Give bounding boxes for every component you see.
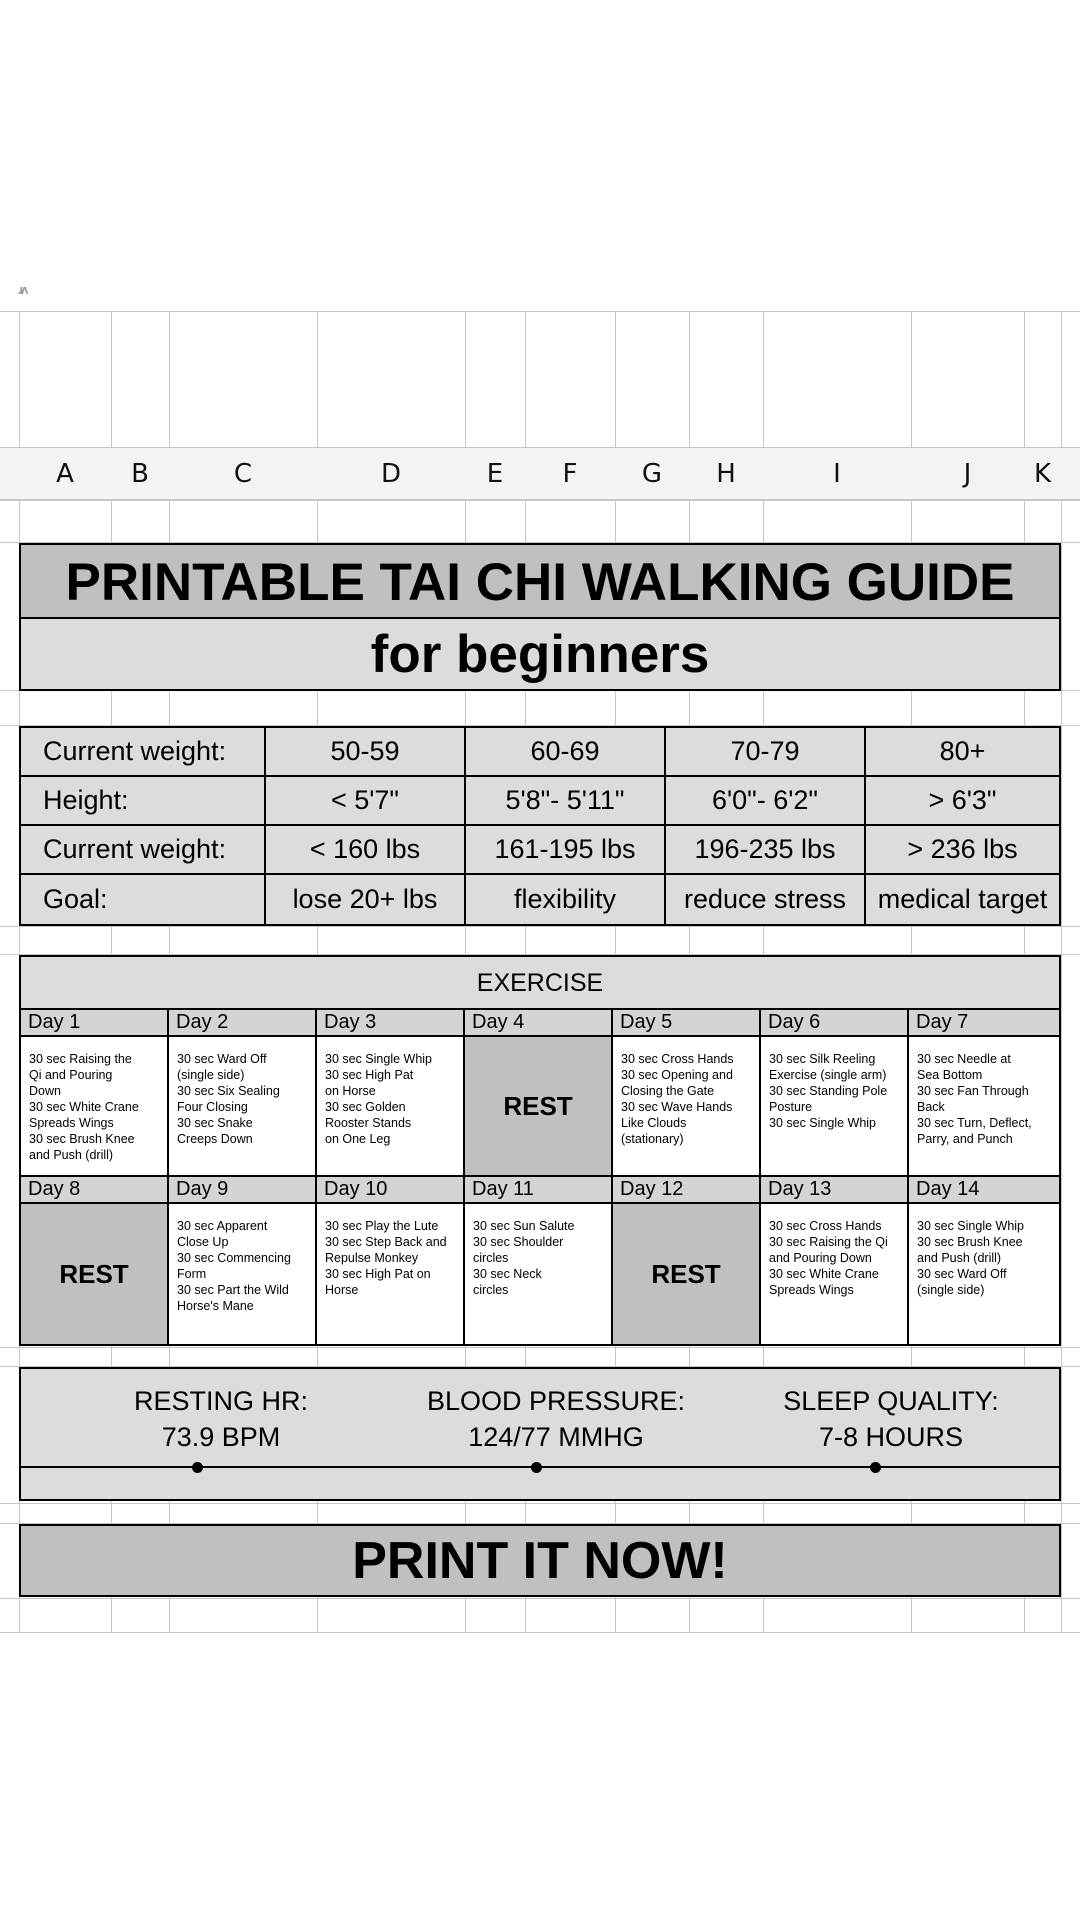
exercise-cell (317, 1037, 465, 1177)
day-header: Day 10 (317, 1177, 465, 1204)
column-header-f[interactable]: F (562, 459, 578, 489)
day-header: Day 4 (465, 1010, 613, 1037)
profile-table (19, 726, 1061, 926)
column-header-i[interactable]: I (833, 459, 841, 489)
profile-cell: 70-79 (666, 728, 866, 777)
profile-row-label: Current weight: (21, 728, 266, 777)
gridline-horizontal (0, 1598, 1080, 1599)
profile-cell: 80+ (866, 728, 1059, 777)
exercise-line: 30 sec Step Back and (325, 1235, 447, 1249)
day-header: Day 9 (169, 1177, 317, 1204)
exercise-line: Horse's Mane (177, 1299, 254, 1313)
exercise-line: Rooster Stands (325, 1116, 412, 1130)
exercise-line: 30 sec Commencing (177, 1251, 291, 1265)
exercise-line: and Push (drill) (29, 1148, 114, 1162)
rest-day-cell (465, 1037, 613, 1177)
day-header: Day 11 (465, 1177, 613, 1204)
profile-cell: < 5'7" (266, 777, 466, 826)
exercise-line: Four Closing (177, 1100, 248, 1114)
exercise-header: EXERCISE (19, 955, 1061, 1010)
exercise-line: Sea Bottom (917, 1068, 983, 1082)
exercise-line: 30 sec Standing Pole (769, 1084, 888, 1098)
exercise-line: Horse (325, 1283, 359, 1297)
exercise-line: Creeps Down (177, 1132, 253, 1146)
exercise-line: 30 sec Shoulder (473, 1235, 564, 1249)
profile-cell: 60-69 (466, 728, 666, 777)
rest-label: REST (651, 1259, 721, 1289)
profile-cell: 50-59 (266, 728, 466, 777)
exercise-line: Spreads Wings (29, 1116, 114, 1130)
profile-cell: > 6'3" (866, 777, 1059, 826)
profile-cell: 5'8"- 5'11" (466, 777, 666, 826)
exercise-line: Exercise (single arm) (769, 1068, 887, 1082)
exercise-line: circles (473, 1283, 509, 1297)
column-header-b[interactable]: B (131, 459, 149, 489)
stat-marker-dot (870, 1462, 881, 1473)
exercise-line: 30 sec Opening and (621, 1068, 733, 1082)
rest-day-cell (613, 1204, 761, 1344)
exercise-line: on Horse (325, 1084, 376, 1098)
health-stats-panel (19, 1367, 1061, 1468)
print-now-button[interactable]: PRINT IT NOW! (19, 1524, 1061, 1597)
exercise-line: 30 sec Apparent (177, 1219, 268, 1233)
day-header: Day 12 (613, 1177, 761, 1204)
exercise-line: Spreads Wings (769, 1283, 854, 1297)
stat-marker-dot (531, 1462, 542, 1473)
exercise-line: Repulse Monkey (325, 1251, 419, 1265)
profile-cell: 6'0"- 6'2" (666, 777, 866, 826)
gridline-horizontal (0, 1632, 1080, 1633)
exercise-line: 30 sec Silk Reeling (769, 1052, 876, 1066)
column-header-d[interactable]: D (380, 459, 402, 489)
exercise-cell (761, 1204, 909, 1344)
exercise-line: Posture (769, 1100, 813, 1114)
exercise-line: 30 sec High Pat on (325, 1267, 431, 1281)
exercise-line: Like Clouds (621, 1116, 687, 1130)
gridline-horizontal (0, 311, 1080, 312)
stat-blood-pressure (391, 1383, 721, 1455)
stat-marker-dot (192, 1462, 203, 1473)
profile-cell: medical target (877, 884, 1048, 914)
exercise-line: 30 sec Snake (177, 1116, 253, 1130)
exercise-line: (single side) (177, 1068, 245, 1082)
rest-label: REST (503, 1091, 573, 1121)
exercise-line: 30 sec Raising the (29, 1052, 132, 1066)
stat-resting-hr (81, 1383, 361, 1455)
day-header: Day 14 (909, 1177, 1059, 1204)
exercise-cell (169, 1204, 317, 1344)
profile-cell: 196-235 lbs (666, 826, 866, 875)
exercise-line: Qi and Pouring (29, 1068, 113, 1082)
gridline-vertical (1061, 311, 1062, 1633)
stat-value: 73.9 BPM (161, 1422, 281, 1452)
column-header-e[interactable]: E (486, 459, 504, 489)
exercise-line: and Pouring Down (769, 1251, 872, 1265)
exercise-line: circles (473, 1251, 509, 1265)
exercise-line: 30 sec Six Sealing (177, 1084, 280, 1098)
profile-row-label: Current weight: (21, 826, 266, 875)
exercise-line: (stationary) (621, 1132, 684, 1146)
exercise-line: 30 sec Cross Hands (769, 1219, 882, 1233)
exercise-line: 30 sec Ward Off (177, 1052, 267, 1066)
exercise-line: 30 sec Cross Hands (621, 1052, 734, 1066)
exercise-line: and Push (drill) (917, 1251, 1002, 1265)
exercise-line: 30 sec Golden (325, 1100, 406, 1114)
day-header: Day 1 (21, 1010, 169, 1037)
exercise-line: 30 sec Neck (473, 1267, 542, 1281)
gridline-horizontal (0, 1347, 1080, 1348)
exercise-line: 30 sec Single Whip (325, 1052, 433, 1066)
exercise-line: 30 sec Play the Lute (325, 1219, 439, 1233)
column-header-h[interactable]: H (716, 459, 736, 489)
exercise-line: 30 sec White Crane (769, 1267, 879, 1281)
stat-value: 124/77 MMHG (468, 1422, 644, 1452)
exercise-line: 30 sec Part the Wild (177, 1283, 289, 1297)
exercise-line: 30 sec Raising the Qi (769, 1235, 888, 1249)
exercise-line: (single side) (917, 1283, 985, 1297)
exercise-line: 30 sec Fan Through (917, 1084, 1029, 1098)
stat-label: RESTING HR: (133, 1386, 308, 1416)
exercise-line: 30 sec Single Whip (769, 1116, 877, 1130)
column-header-g[interactable]: G (641, 459, 663, 489)
exercise-line: Parry, and Punch (917, 1132, 1013, 1146)
exercise-cell (909, 1204, 1059, 1344)
column-header-k[interactable]: K (1033, 459, 1052, 489)
day-header: Day 5 (613, 1010, 761, 1037)
column-header-row (0, 447, 1080, 500)
exercise-schedule-grid (19, 1008, 1061, 1346)
day-header: Day 3 (317, 1010, 465, 1037)
exercise-line: 30 sec Single Whip (917, 1219, 1025, 1233)
profile-row-label: Height: (21, 777, 266, 826)
column-header-c[interactable]: C (233, 459, 253, 489)
rest-day-cell (21, 1204, 169, 1344)
exercise-line: 30 sec Turn, Deflect, (917, 1116, 1032, 1130)
exercise-line: Close Up (177, 1235, 229, 1249)
guide-subtitle: for beginners (19, 617, 1061, 691)
exercise-line: 30 sec Brush Knee (29, 1132, 135, 1146)
day-header: Day 7 (909, 1010, 1059, 1037)
exercise-cell (613, 1037, 761, 1177)
exercise-line: 30 sec Needle at (917, 1052, 1011, 1066)
stat-label: SLEEP QUALITY: (783, 1386, 999, 1416)
exercise-line: 30 sec Wave Hands (621, 1100, 733, 1114)
stat-sleep-quality (741, 1383, 1041, 1455)
stat-label: BLOOD PRESSURE: (426, 1386, 686, 1416)
day-header: Day 13 (761, 1177, 909, 1204)
exercise-cell (169, 1037, 317, 1177)
exercise-cell (761, 1037, 909, 1177)
exercise-cell (317, 1204, 465, 1344)
day-header: Day 6 (761, 1010, 909, 1037)
gridline-horizontal (0, 926, 1080, 927)
exercise-line: 30 sec Sun Salute (473, 1219, 575, 1233)
profile-cell: reduce stress (666, 875, 866, 924)
exercise-line: 30 sec Brush Knee (917, 1235, 1023, 1249)
guide-title: PRINTABLE TAI CHI WALKING GUIDE (19, 543, 1061, 619)
exercise-line: Down (29, 1084, 61, 1098)
exercise-cell (465, 1204, 613, 1344)
exercise-line: on One Leg (325, 1132, 391, 1146)
column-header-j[interactable]: J (963, 459, 972, 489)
exercise-line: 30 sec Ward Off (917, 1267, 1007, 1281)
rest-label: REST (59, 1259, 129, 1289)
app-logo-icon: ɹʌ (18, 282, 27, 297)
profile-cell: 161-195 lbs (466, 826, 666, 875)
stat-value: 7-8 HOURS (818, 1422, 964, 1452)
exercise-line: Closing the Gate (621, 1084, 715, 1098)
exercise-line: Back (917, 1100, 945, 1114)
day-header: Day 8 (21, 1177, 169, 1204)
profile-cell: flexibility (466, 875, 666, 924)
profile-row-label: Goal: (21, 875, 266, 924)
exercise-cell (21, 1037, 169, 1177)
day-header: Day 2 (169, 1010, 317, 1037)
profile-cell: lose 20+ lbs (266, 875, 466, 924)
exercise-line: Form (177, 1267, 207, 1281)
exercise-cell (909, 1037, 1059, 1177)
exercise-line: 30 sec High Pat (325, 1068, 414, 1082)
gridline-horizontal (0, 1503, 1080, 1504)
profile-cell: > 236 lbs (866, 826, 1059, 875)
exercise-line: 30 sec White Crane (29, 1100, 139, 1114)
profile-cell: < 160 lbs (266, 826, 466, 875)
column-header-a[interactable]: A (56, 459, 74, 489)
